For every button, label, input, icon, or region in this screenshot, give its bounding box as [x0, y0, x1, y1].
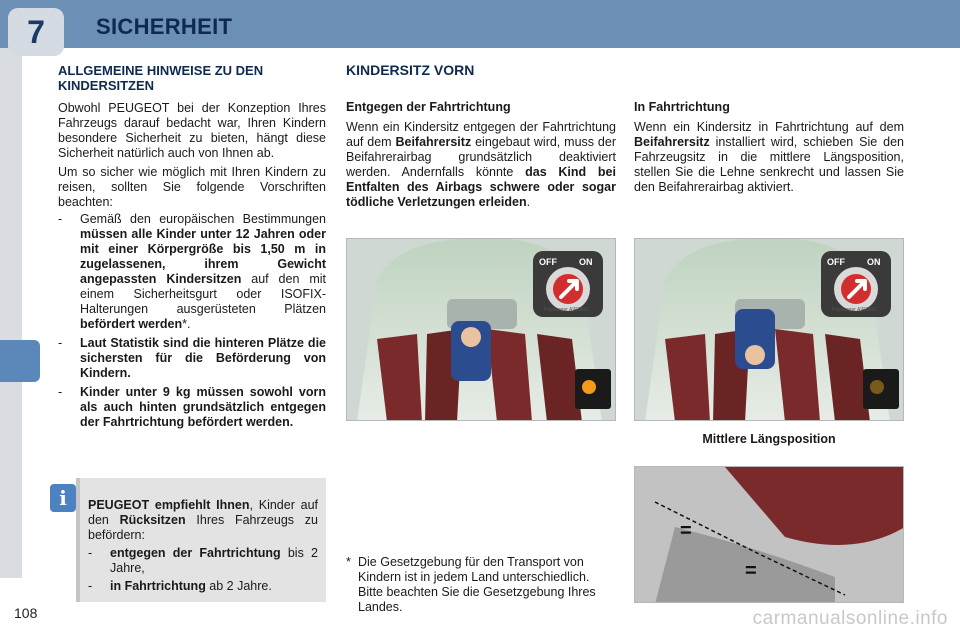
chapter-number-tab: 7	[8, 8, 64, 56]
rear-facing-section: Entgegen der Fahrtrichtung Wenn ein Kindersitz entgegen der Fahrtrichtung auf dem Beifahrersitz eingebaut wird, muss der Beifahrerairbag grundsätzlich deaktiviert werden. Andernfalls könnte das Kind bei Entfalten des Airbags schwere oder sogar tödliche Verletzungen erleiden.	[346, 100, 616, 209]
general-notes-section	[58, 63, 326, 430]
section-heading: ALLGEMEINE HINWEISE ZU DEN KINDERSITZEN	[58, 63, 264, 93]
svg-text:OFF: OFF	[539, 257, 557, 267]
watermark: carmanualsonline.info	[752, 608, 948, 629]
chapter-marker	[0, 340, 40, 382]
airbag-on-indicator	[821, 251, 891, 317]
info-icon: i	[50, 484, 76, 512]
list-item: - Kinder unter 9 kg müssen sowohl vorn als auch hinten grundsätzlich entgegen der Fahrtrichtung befördert werden.	[58, 385, 326, 429]
airbag-off-indicator	[533, 251, 603, 317]
equal-mark: =	[680, 520, 692, 542]
recommendation-box: PEUGEOT empfiehlt Ihnen, Kinder auf den Rücksitzen Ihres Fahrzeugs zu befördern: - entgegen der Fahrtrichtung bis 2 Jahre, - in Fahrtrichtung ab 2 Jahre.	[76, 478, 326, 602]
child-figure	[461, 327, 481, 347]
svg-text:ON: ON	[579, 257, 593, 267]
child-figure	[745, 345, 765, 365]
list-item: - Laut Statistik sind die hinteren Plätze die sichersten für die Beförderung von Kindern.	[58, 336, 326, 380]
page-number: 108	[14, 605, 38, 621]
footnote: * Die Gesetzgebung für den Transport von Kindern ist in jedem Land unterschiedlich. Bitte beachten Sie die Gesetzgebung Ihres Landes.	[346, 555, 596, 614]
car-interior-topview-image	[347, 239, 616, 421]
intro-paragraph: Obwohl PEUGEOT bei der Konzeption Ihres Fahrzeugs darauf bedacht war, Ihren Kindern besondere Sicherheit zu bieten, hängt diese Sicherheit natürlich auch von Ihnen ab.	[58, 101, 326, 160]
list-item: - in Fahrtrichtung ab 2 Jahre.	[88, 579, 272, 593]
list-item: - Gemäß den europäischen Bestimmungen müssen alle Kinder unter 12 Jahren oder mit einer Körpergröße bis 1,50 m in zugelassenen, ihrem Gewicht angepassten Kindersitzen auf den mit einem Sicherheitsgurt oder ISOFIX-Halterungen ausgerüsteten Plätzen befördert werden*.	[58, 212, 326, 331]
rear-facing-title: Entgegen der Fahrtrichtung	[346, 100, 511, 114]
equal-mark: =	[745, 560, 757, 582]
seat-position-illustration	[634, 466, 904, 603]
front-child-seat-heading: KINDERSITZ VORN	[346, 62, 475, 78]
forward-facing-seat-illustration	[634, 238, 904, 421]
photo-caption: Mittlere Längsposition	[702, 432, 836, 446]
svg-text:OFF: OFF	[827, 257, 845, 267]
rear-facing-seat-illustration	[346, 238, 616, 421]
airbag-ring-label: Passenger AIRBAG	[544, 307, 588, 313]
airbag-warning-lamp	[863, 369, 899, 409]
airbag-warning-lamp	[575, 369, 611, 409]
airbag-icon	[870, 380, 884, 394]
airbag-icon	[582, 380, 596, 394]
chapter-title: SICHERHEIT	[96, 14, 233, 39]
svg-text:ON: ON	[867, 257, 881, 267]
rules-paragraph: Um so sicher wie möglich mit Ihren Kindern zu reisen, sollten Sie folgende Vorschriften beachten:	[58, 165, 326, 209]
forward-facing-section: In Fahrtrichtung Wenn ein Kindersitz in Fahrtrichtung auf dem Beifahrersitz installiert wird, schieben Sie den Fahrzeugsitz in die mittlere Längsposition, stellen Sie die Lehne senkrecht und lassen Sie den Beifahrerairbag aktiviert.	[634, 100, 904, 194]
forward-facing-title: In Fahrtrichtung	[634, 100, 730, 114]
airbag-ring-label: Passenger AIRBAG	[832, 307, 876, 313]
list-item: - entgegen der Fahrtrichtung bis 2 Jahre,	[88, 546, 318, 575]
seat-rail-image	[635, 467, 904, 603]
left-margin-bar	[0, 48, 22, 578]
car-interior-topview-image	[635, 239, 904, 421]
